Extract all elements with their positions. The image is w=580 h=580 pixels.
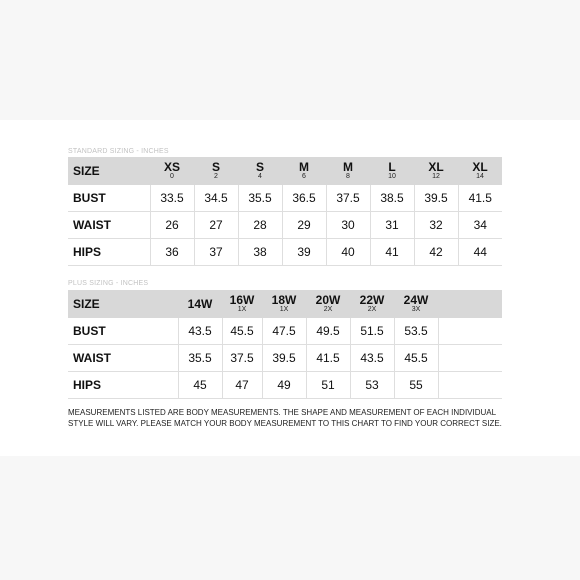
standard-size-table: [68, 157, 502, 266]
measurement-value: 36: [150, 239, 194, 266]
measurement-value: 36.5: [282, 185, 326, 212]
size-header-cell: [262, 290, 306, 318]
table-row: [68, 345, 502, 372]
row-filler: [438, 345, 502, 372]
size-letter: XL: [428, 159, 444, 174]
size-header-cell: [350, 290, 394, 318]
measurement-value: 39.5: [262, 345, 306, 372]
size-letter: XS: [163, 159, 180, 174]
size-header-cell: [458, 157, 502, 185]
measurement-value: 49: [262, 372, 306, 399]
measurement-value: 43.5: [350, 345, 394, 372]
size-chart-card: [0, 120, 580, 456]
measurement-value: 33.5: [150, 185, 194, 212]
size-letter: XL: [472, 159, 488, 174]
table-header-row: [68, 290, 502, 318]
size-numeric: 14: [476, 172, 484, 180]
measurement-value: 35.5: [178, 345, 222, 372]
row-filler: [438, 318, 502, 345]
size-header-cell: [178, 290, 222, 318]
measurement-value: 29: [282, 212, 326, 239]
measurement-value: 28: [238, 212, 282, 239]
measurement-value: 38: [238, 239, 282, 266]
measurement-value: 41.5: [306, 345, 350, 372]
measurement-value: 41.5: [458, 185, 502, 212]
size-letter: S: [211, 159, 220, 174]
size-numeric: 6: [302, 172, 306, 180]
size-header-cell: [222, 290, 262, 318]
size-letter: 20W: [315, 292, 341, 307]
measurement-label: BUST: [68, 318, 178, 345]
measurement-value: 55: [394, 372, 438, 399]
size-header-cell: [326, 157, 370, 185]
size-letter: L: [388, 159, 396, 174]
table-row: [68, 239, 502, 266]
size-header-cell: [194, 157, 238, 185]
measurement-value: 26: [150, 212, 194, 239]
measurement-value: 30: [326, 212, 370, 239]
measurement-value: 32: [414, 212, 458, 239]
size-letter: 22W: [359, 292, 385, 307]
measurement-value: 39.5: [414, 185, 458, 212]
plus-size-table: [68, 290, 502, 399]
measurement-value: 47: [222, 372, 262, 399]
measurement-value: 51: [306, 372, 350, 399]
size-letter: 16W: [229, 292, 255, 307]
size-header-cell: [394, 290, 438, 318]
size-header-cell: [414, 157, 458, 185]
table-row: [68, 372, 502, 399]
standard-sizing-caption: STANDARD SIZING - INCHES: [68, 148, 169, 155]
size-numeric: 2: [214, 172, 218, 180]
measurement-value: 51.5: [350, 318, 394, 345]
size-letter: M: [343, 159, 353, 174]
measurement-value: 35.5: [238, 185, 282, 212]
size-header-cell: [238, 157, 282, 185]
size-letter: S: [255, 159, 264, 174]
measurement-value: 39: [282, 239, 326, 266]
measurement-label: WAIST: [68, 212, 150, 239]
measurement-value: 43.5: [178, 318, 222, 345]
measurement-value: 37.5: [326, 185, 370, 212]
size-header-cell: [306, 290, 350, 318]
size-numeric: 1X: [237, 305, 247, 313]
measurement-value: 45: [178, 372, 222, 399]
measurement-value: 45.5: [222, 318, 262, 345]
measurement-value: 37.5: [222, 345, 262, 372]
measurement-note: MEASUREMENTS LISTED ARE BODY MEASUREMENTS. THE SHAPE AND MEASUREMENT OF EACH INDIVIDUAL STYLE WILL VARY. PLEASE MATCH YOUR BODY MEASUREMENT TO THIS CHART TO FIND YOUR CORRECT SIZE.: [68, 408, 502, 428]
table-header-row: [68, 157, 502, 185]
size-numeric: 4: [258, 172, 262, 180]
size-header-cell: [150, 157, 194, 185]
measurement-value: 34.5: [194, 185, 238, 212]
measurement-value: 42: [414, 239, 458, 266]
measurement-value: 53.5: [394, 318, 438, 345]
size-numeric: 1X: [279, 305, 289, 313]
measurement-value: 47.5: [262, 318, 306, 345]
measurement-value: 37: [194, 239, 238, 266]
size-letter: 14W: [187, 296, 213, 311]
size-numeric: 0: [170, 172, 174, 180]
measurement-label: BUST: [68, 185, 150, 212]
size-header-label: SIZE: [68, 157, 150, 185]
measurement-value: 31: [370, 212, 414, 239]
size-numeric: 2X: [323, 305, 333, 313]
measurement-value: 45.5: [394, 345, 438, 372]
measurement-value: 53: [350, 372, 394, 399]
size-numeric: 12: [432, 172, 440, 180]
measurement-value: 34: [458, 212, 502, 239]
measurement-label: HIPS: [68, 239, 150, 266]
measurement-value: 41: [370, 239, 414, 266]
size-letter: 18W: [271, 292, 297, 307]
table-row: [68, 318, 502, 345]
row-filler: [438, 372, 502, 399]
size-numeric: 2X: [367, 305, 377, 313]
measurement-value: 38.5: [370, 185, 414, 212]
size-letter: 24W: [403, 292, 429, 307]
measurement-value: 27: [194, 212, 238, 239]
measurement-value: 40: [326, 239, 370, 266]
header-filler: [438, 290, 502, 318]
table-row: [68, 185, 502, 212]
plus-sizing-caption: PLUS SIZING - INCHES: [68, 280, 149, 287]
size-numeric: 8: [346, 172, 350, 180]
measurement-label: WAIST: [68, 345, 178, 372]
size-numeric: 10: [388, 172, 396, 180]
size-header-cell: [282, 157, 326, 185]
table-row: [68, 212, 502, 239]
size-header-label: SIZE: [68, 290, 178, 318]
measurement-value: 49.5: [306, 318, 350, 345]
measurement-value: 44: [458, 239, 502, 266]
size-letter: M: [299, 159, 309, 174]
measurement-label: HIPS: [68, 372, 178, 399]
size-header-cell: [370, 157, 414, 185]
size-numeric: 3X: [411, 305, 421, 313]
